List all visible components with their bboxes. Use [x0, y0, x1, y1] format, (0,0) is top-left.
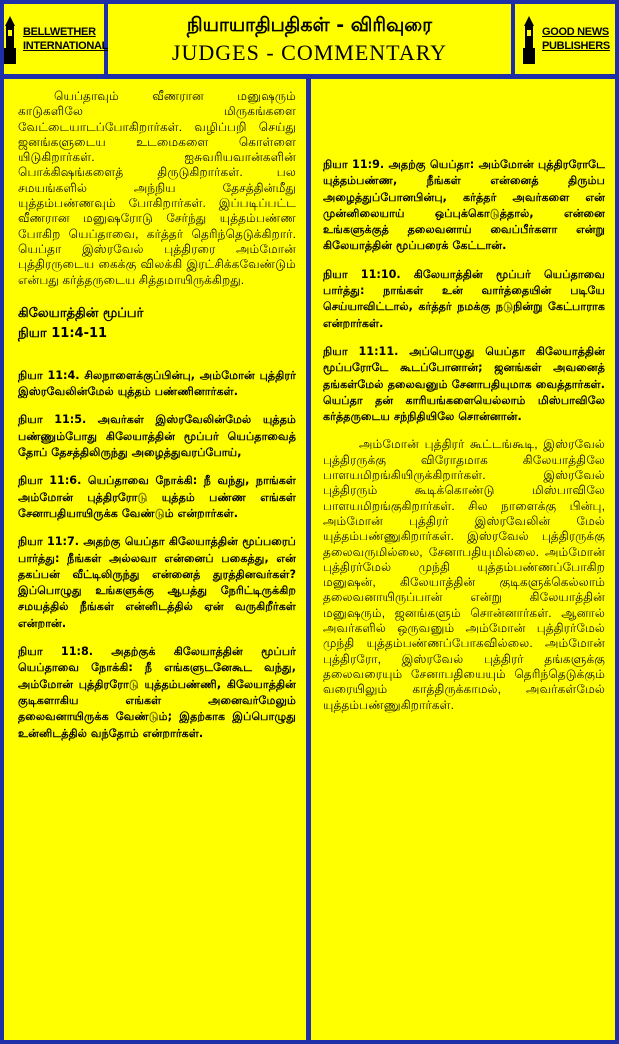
section-heading [18, 304, 296, 344]
verse-11-9: நியா 11:9. அதற்கு யெப்தா: அம்மோன் புத்திரரோடே யுத்தம்பண்ண, நீங்கள் என்னைத் திரும்ப அழைத்துப்போனபின்பு, கர்த்தர் அவர்களை என் முன்னிலையாய் ஒப்புக்கொடுத்தால், என்னை உங்களுக்குத் தலைவனாய் வைப்பீர்களா என்று கிலேயாத்தின் மூப்பரைக் கேட்டான். [323, 158, 605, 253]
bell-tower-icon [519, 14, 539, 64]
page-header [108, 4, 511, 74]
publisher-logo-left [4, 4, 109, 74]
bell-tower-icon [0, 14, 20, 64]
section-heading-reference: நியா 11:4-11 [18, 325, 108, 341]
verse-11-7: நியா 11:7. அதற்கு யெப்தா கிலேயாத்தின் மூப்பரைப் பார்த்து: நீங்கள் அல்லவா என்னைப் பகைத்து, என் தகப்பன் வீட்டிலிருந்து என்னைத் துரத்தினவர்கள்? இப்பொழுது உங்களுக்கு ஆபத்து நேரிட்டிருக்கிற சமயத்தில் நீங்கள் என்னிடத்தில் ஏன் வருகிறீர்கள் என்றான். [18, 535, 296, 630]
intro-paragraph: யெப்தாவும் வீணரான மனுஷரும் காடுகளிலே மிருகங்களை வேட்டையாடப்போகிறார்கள். வழிப்பறி செய்து ஜனங்களுடைய உடமைகளை கொள்ளை யிடுகிறார்கள். ஐசுவரியவான்களின் பொக்கிஷங்களைத் திருடுகிறார்கள். பல சமயங்களில் அந்நிய தேசத்தின்மீது யுத்தம்பண்ணவும் போகிறார்கள். இப்படிப்பட்ட வீணரான மனுஷரோடு சேர்ந்து யுத்தம்பண்ண போகிற யெப்தாவை, கர்த்தர் தெரிந்தெடுக்கிறார். யெப்தா இஸ்ரவேல் புத்திரரை அம்மோன் புத்திரருடைய கைக்கு விலக்கி இரட்சிக்கவேண்டும் என்பது கர்த்தருடைய சித்தமாயிருக்கிறது. [18, 89, 296, 287]
verse-11-4: நியா 11:4. சிலநாளைக்குப்பின்பு, அம்மோன் புத்திரர் இஸ்ரவேலின்மேல் யுத்தம் பண்ணினார்கள். [18, 368, 296, 399]
publisher-logo-right [515, 4, 615, 74]
page-title-tamil: நியாயாதிபதிகள் - விரிவுரை [186, 14, 433, 36]
verse-11-8: நியா 11:8. அதற்குக் கிலேயாத்தின் மூப்பர் யெப்தாவை நோக்கி: நீ எங்களுடனேகூட வந்து, அம்மோன் புத்திரரோடு யுத்தம்பண்ணி, கிலேயாத்தின் குடிகளாகிய எங்கள் அனைவர்மேலும் தலைவனாயிருக்க வேண்டும்; இதற்காக இப்பொழுது உன்னிடத்தில் வந்தோம் என்றார்கள். [18, 645, 296, 740]
page-title-english: JUDGES - COMMENTARY [171, 40, 448, 65]
verse-11-5: நியா 11:5. அவர்கள் இஸ்ரவேலின்மேல் யுத்தம் பண்ணும்போது கிலேயாத்தின் மூப்பர் யெப்தாவைத் தோப் தேசத்திலிருந்து அழைத்துவரப்போய், [18, 413, 296, 460]
verse-11-10: நியா 11:10. கிலேயாத்தின் மூப்பர் யெப்தாவை பார்த்து: நாங்கள் உன் வார்த்தையின் படியே செய்யாவிட்டால், கர்த்தர் நமக்கு நடுநின்று கேட்பாராக என்றார்கள். [323, 267, 605, 330]
bellwether-logo-text: BELLWETHER INTERNATIONAL [22, 26, 109, 52]
right-column [311, 79, 615, 1040]
commentary-paragraph: அம்மோன் புத்திரர் கூட்டங்கூடி, இஸ்ரவேல் புத்திரருக்கு விரோதமாக கிலேயாத்திலே பாளயமிறங்கியிருக்கிறார்கள். இஸ்ரவேல் புத்திரரும் கூடிக்கொண்டு மிஸ்பாவிலே பாளயமிறங்குகிறார்கள். சில நாளைக்கு பின்பு, அம்மோன் புத்திரர் இஸ்ரவேலின் மேல் யுத்தம்பண்ணுகிறார்கள். இஸ்ரவேல் புத்திரருக்கு தலைவருமில்லை, சேனாபதியுமில்லை. அம்மோன் புத்திரர்மேல் முந்தி யுத்தம்பண்ணப்போகிற மனுஷன், கிலேயாத்தின் குடிகளுக்கெல்லாம் தலைவனாயிருப்பான் என்று கிலேயாத்தின் மனுஷரும், ஜனங்களும் சொன்னார்கள். ஆனால் அவர்களில் ஒருவனும் அம்மோன் புத்திரர்மேல் முந்தி யுத்தம்பண்ணப்போகவில்லை. அம்மோன் புத்திரரோ, இஸ்ரவேல் புத்திரர் தங்களுக்கு தலைவரையும் சேனாபதியையும் தெரிந்தெடுக்கும் வரையிலும் காத்திருக்காமல், அவர்கள்மேல் யுத்தம்பண்ணுகிறார்கள். [323, 437, 605, 712]
verse-11-11: நியா 11:11. அப்பொழுது யெப்தா கிலேயாத்தின் மூப்பரோடே கூடப்போனான்; ஜனங்கள் அவனைத் தங்கள்மேல் தலைவனும் சேனாபதியுமாக வைத்தார்கள். யெப்தா தன் காரியங்களையெல்லாம் மிஸ்பாவிலே கர்த்தருடைய சந்நிதியிலே சொன்னான். [323, 344, 605, 424]
section-heading-title: கிலேயாத்தின் மூப்பர் [18, 305, 144, 321]
verse-11-6: நியா 11:6. யெப்தாவை நோக்கி: நீ வந்து, நாங்கள் அம்மோன் புத்திரரோடு யுத்தம் பண்ண எங்கள் சேனாபதியாயிருக்க வேண்டும் என்றார்கள். [18, 474, 296, 520]
good-news-logo-text: GOOD NEWS PUBLISHERS [542, 26, 610, 52]
left-column [4, 79, 306, 1040]
